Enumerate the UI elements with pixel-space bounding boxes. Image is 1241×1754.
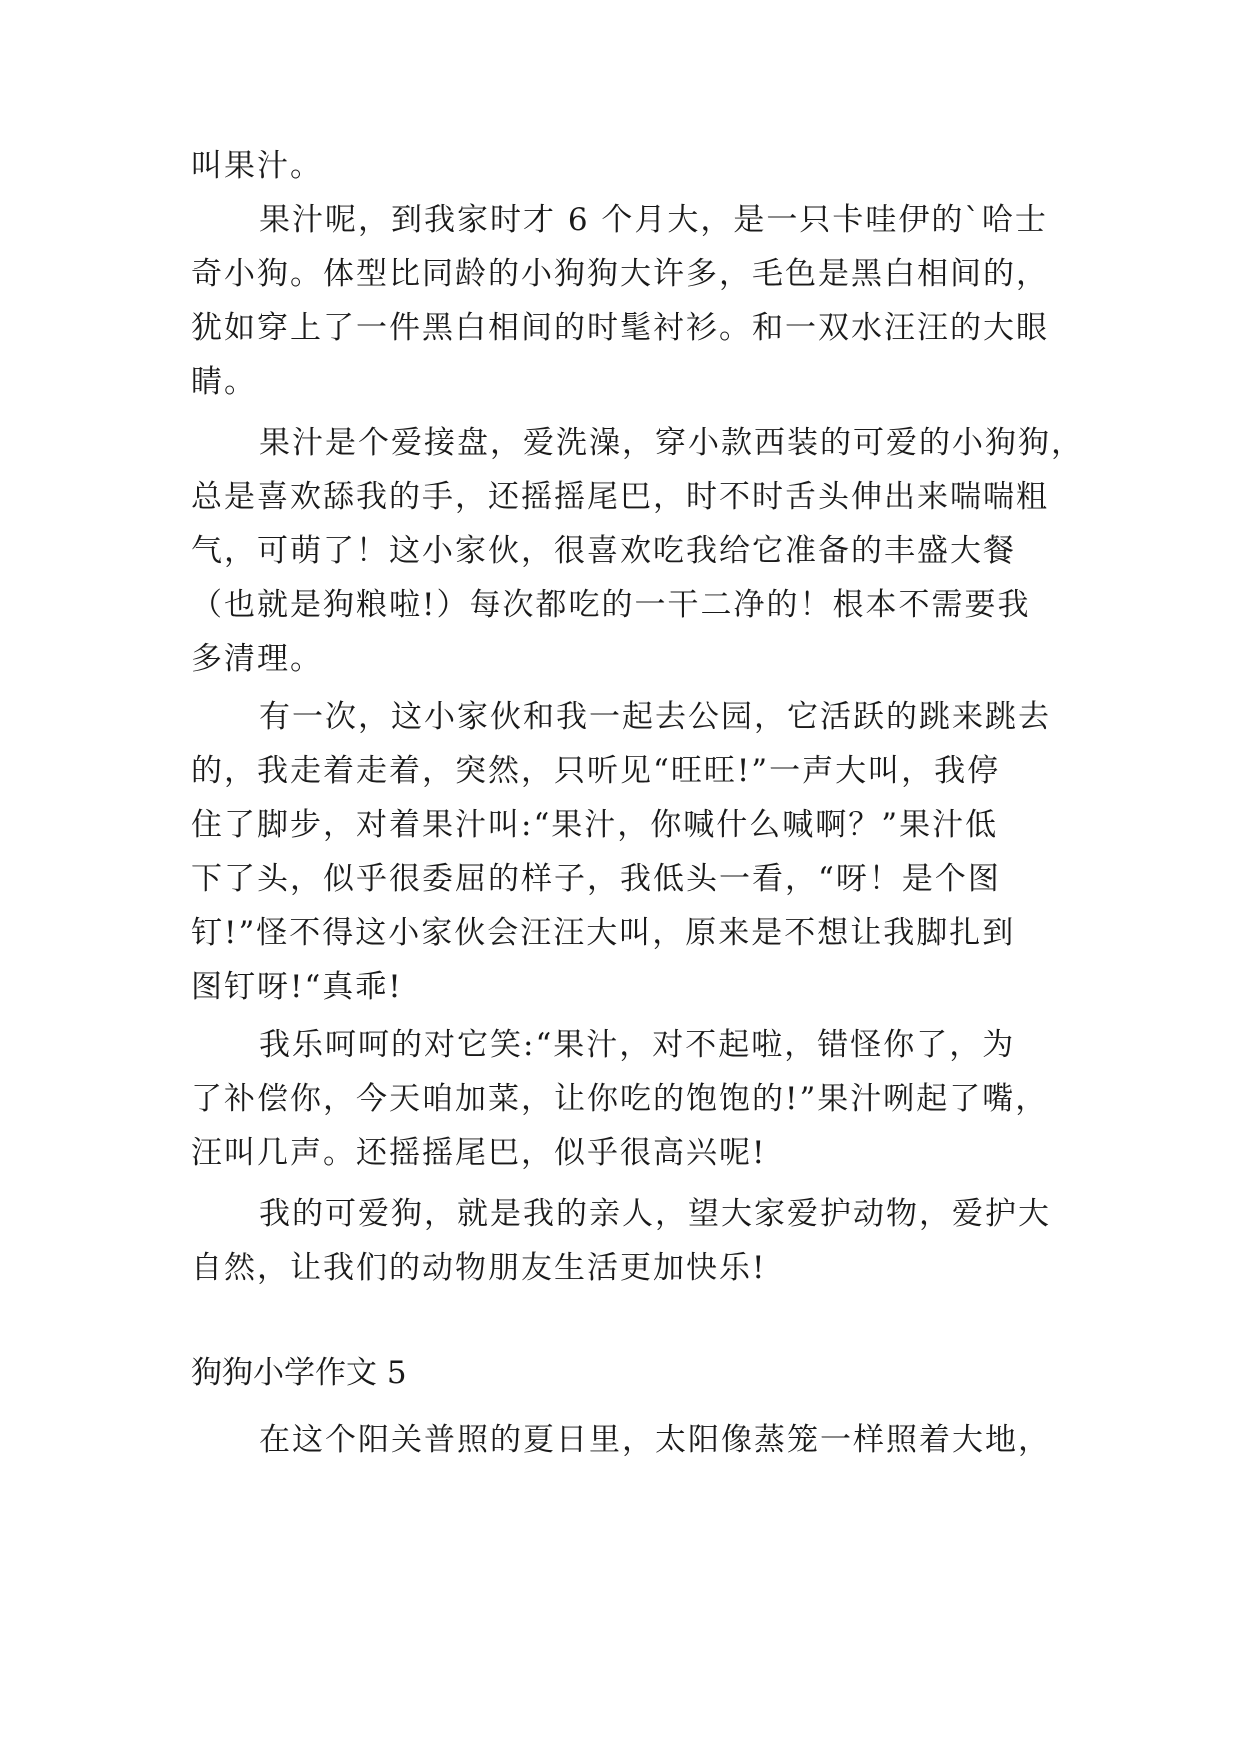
paragraph-line: 我的可爱狗，就是我的亲人，望大家爱护动物，爱护大 [259,1196,1051,1232]
paragraph-line: 下了头，似乎很委屈的样子，我低头一看，“呀！是个图 [191,861,1001,897]
paragraph-line: 睛。 [191,364,257,400]
paragraph-line: 在这个阳关普照的夏日里，太阳像蒸笼一样照着大地， [259,1422,1051,1458]
paragraph-line: 自然，让我们的动物朋友生活更加快乐! [191,1250,767,1286]
paragraph-line: 汪叫几声。还摇摇尾巴，似乎很高兴呢! [191,1135,767,1171]
paragraph-line: 了补偿你，今天咱加菜，让你吃的饱饱的!”果汁咧起了嘴， [191,1081,1049,1117]
section-title: 狗狗小学作文 5 [191,1355,407,1391]
paragraph-line: （也就是狗粮啦!）每次都吃的一干二净的！根本不需要我 [191,587,1031,623]
paragraph-line: 奇小狗。体型比同龄的小狗狗大许多，毛色是黑白相间的， [191,256,1049,292]
paragraph-line: 果汁呢，到我家时才 6 个月大，是一只卡哇伊的`哈士 [259,202,1048,238]
paragraph-line: 图钉呀!“真乖! [191,969,403,1005]
paragraph-line: 钉!”怪不得这小家伙会汪汪大叫，原来是不想让我脚扎到 [191,915,1016,951]
paragraph-line: 气，可萌了！这小家伙，很喜欢吃我给它准备的丰盛大餐 [191,533,1016,569]
paragraph-line: 多清理。 [191,641,323,677]
paragraph-line: 的，我走着走着，突然，只听见“旺旺!”一声大叫，我停 [191,753,1001,789]
paragraph-line: 叫果汁。 [191,148,323,184]
paragraph-line: 犹如穿上了一件黑白相间的时髦衬衫。和一双水汪汪的大眼 [191,310,1049,346]
paragraph-line: 果汁是个爱接盘，爱洗澡，穿小款西装的可爱的小狗狗， [259,425,1084,461]
paragraph-line: 住了脚步，对着果汁叫:“果汁，你喊什么喊啊？”果汁低 [191,807,999,843]
paragraph-line: 总是喜欢舔我的手，还摇摇尾巴，时不时舌头伸出来喘喘粗 [191,479,1049,515]
paragraph-line: 我乐呵呵的对它笑:“果汁，对不起啦，错怪你了，为 [259,1027,1016,1063]
paragraph-line: 有一次，这小家伙和我一起去公园，它活跃的跳来跳去 [259,699,1051,735]
